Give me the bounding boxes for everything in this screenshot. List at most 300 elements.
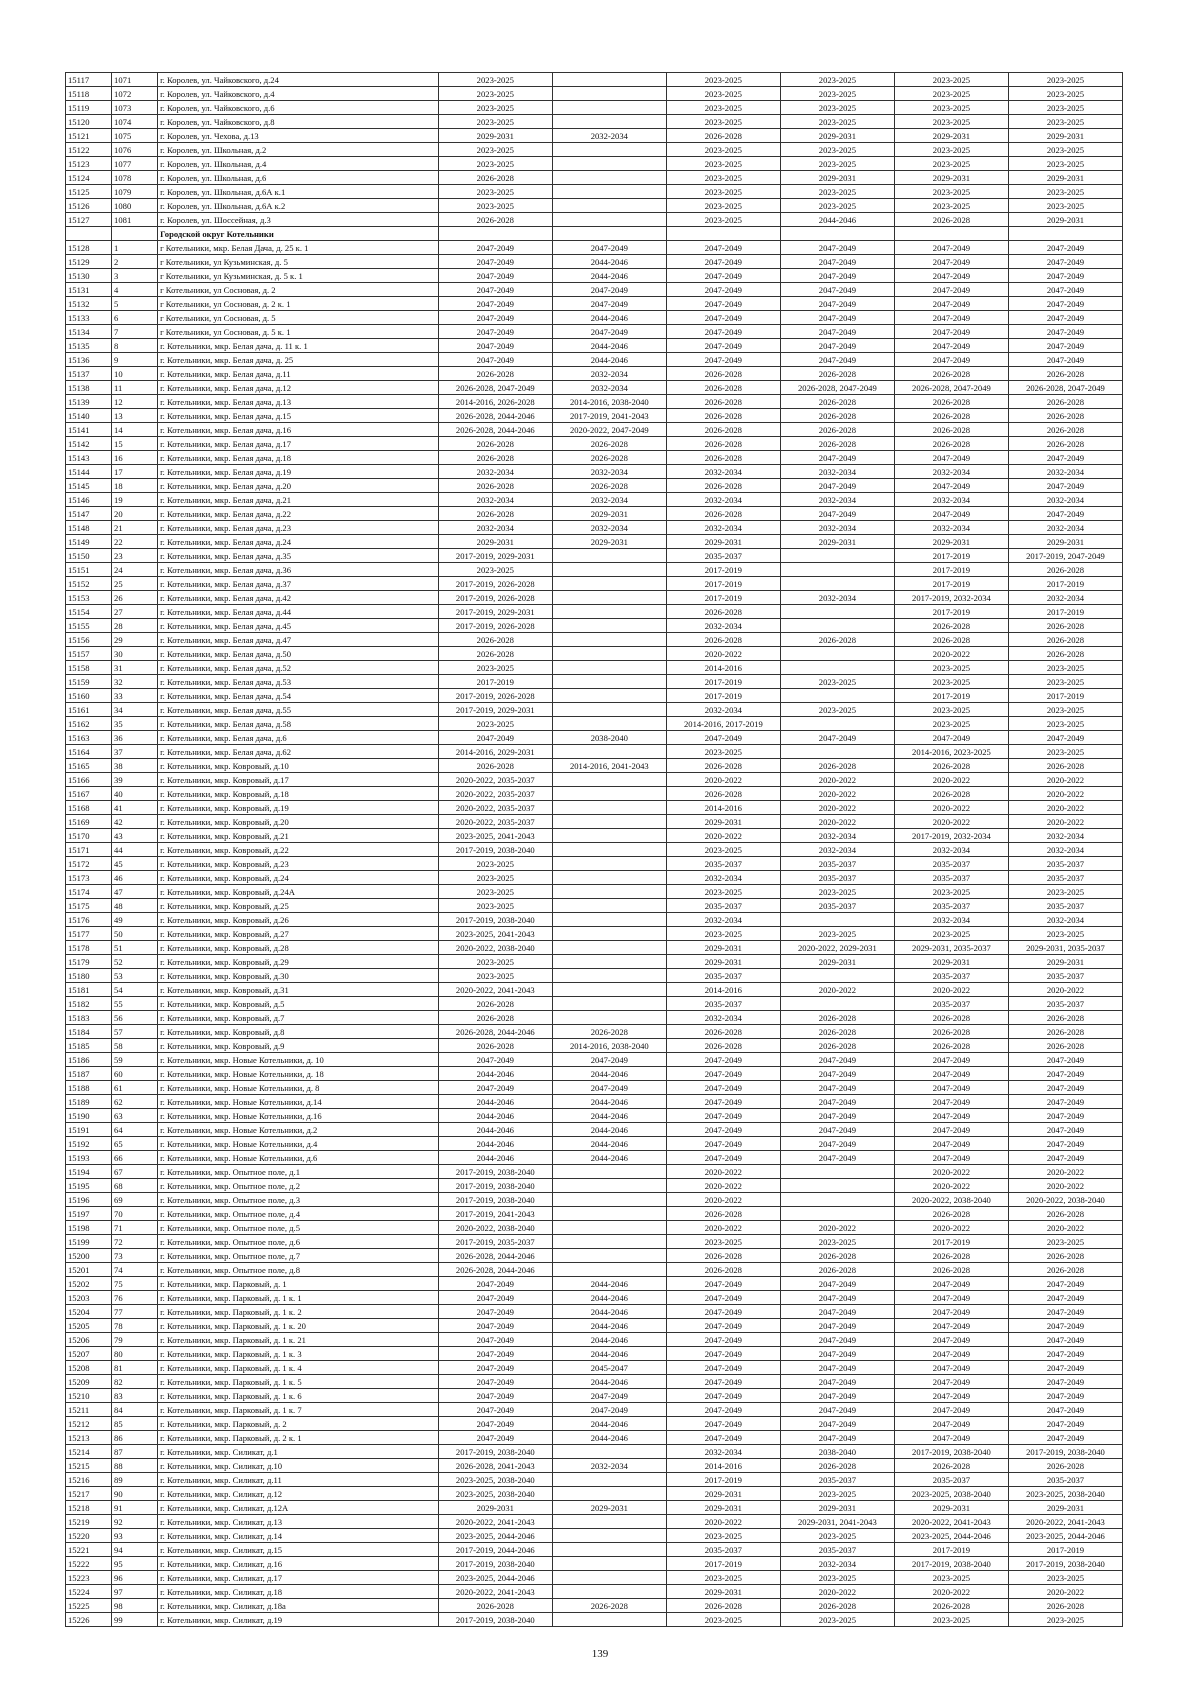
cell-row-number: 15219 [66,1515,112,1529]
cell-address: г. Котельники, мкр. Белая дача, д.53 [158,675,439,689]
cell-address: г. Котельники, мкр. Опытное поле, д.1 [158,1165,439,1179]
cell-house-number: 81 [112,1361,158,1375]
cell-row-number: 15197 [66,1207,112,1221]
cell-period-3: 2047-2049 [666,1319,780,1333]
cell-house-number: 71 [112,1221,158,1235]
cell-row-number: 15150 [66,549,112,563]
cell-period-4: 2047-2049 [780,1109,894,1123]
table-row [66,493,1123,507]
cell-period-6: 2047-2049 [1008,297,1122,311]
cell-period-2: 2047-2049 [552,325,666,339]
cell-period-2: 2032-2034 [552,493,666,507]
cell-period-6: 2047-2049 [1008,1361,1122,1375]
cell-period-1: 2047-2049 [438,1305,552,1319]
cell-address: г. Котельники, мкр. Ковровый, д.24А [158,885,439,899]
cell-address: г. Котельники, мкр. Белая дача, д.16 [158,423,439,437]
cell-period-2: 2032-2034 [552,129,666,143]
cell-period-4: 2047-2049 [780,1361,894,1375]
cell-address: г Котельники, ул Сосновая, д. 5 к. 1 [158,325,439,339]
cell-period-3: 2047-2049 [666,1305,780,1319]
cell-period-5: 2029-2031 [894,171,1008,185]
cell-period-3: 2047-2049 [666,269,780,283]
cell-period-4: 2026-2028, 2047-2049 [780,381,894,395]
cell-period-1: 2044-2046 [438,1123,552,1137]
cell-row-number: 15207 [66,1347,112,1361]
cell-address: г. Котельники, мкр. Белая дача, д.45 [158,619,439,633]
cell-period-2: 2014-2016, 2041-2043 [552,759,666,773]
cell-house-number: 2 [112,255,158,269]
cell-row-number: 15179 [66,955,112,969]
cell-house-number: 25 [112,577,158,591]
cell-row-number: 15152 [66,577,112,591]
cell-period-5: 2029-2031 [894,535,1008,549]
cell-period-3: 2047-2049 [666,1095,780,1109]
cell-address: г. Королев, ул. Чайковского, д.4 [158,87,439,101]
cell-row-number: 15145 [66,479,112,493]
cell-period-6: 2023-2025 [1008,717,1122,731]
cell-period-1: 2017-2019 [438,675,552,689]
cell-period-5: 2023-2025 [894,73,1008,87]
cell-period-1: 2017-2019, 2026-2028 [438,591,552,605]
cell-period-1: 2023-2025 [438,871,552,885]
cell-row-number: 15172 [66,857,112,871]
cell-address: г. Котельники, мкр. Опытное поле, д.2 [158,1179,439,1193]
cell-row-number: 15133 [66,311,112,325]
table-row [66,1375,1123,1389]
cell-house-number: 28 [112,619,158,633]
cell-period-2 [552,745,666,759]
cell-period-3: 2026-2028 [666,605,780,619]
cell-period-1: 2026-2028 [438,633,552,647]
cell-row-number: 15119 [66,101,112,115]
table-row [66,1151,1123,1165]
cell-period-1: 2020-2022, 2041-2043 [438,1515,552,1529]
cell-period-1: 2023-2025 [438,661,552,675]
cell-house-number: 18 [112,479,158,493]
cell-period-4: 2023-2025 [780,1529,894,1543]
cell-period-4: 2023-2025 [780,927,894,941]
cell-period-2: 2020-2022, 2047-2049 [552,423,666,437]
cell-period-6: 2023-2025, 2044-2046 [1008,1529,1122,1543]
cell-period-5: 2047-2049 [894,1053,1008,1067]
cell-period-5: 2047-2049 [894,1375,1008,1389]
table-row [66,1235,1123,1249]
cell-period-4: 2047-2049 [780,1403,894,1417]
cell-house-number: 1073 [112,101,158,115]
cell-period-4: 2047-2049 [780,1081,894,1095]
cell-period-3: 2023-2025 [666,927,780,941]
cell-address: г. Котельники, мкр. Ковровый, д.17 [158,773,439,787]
cell-period-5: 2026-2028 [894,409,1008,423]
cell-address: г. Котельники, мкр. Ковровый, д.30 [158,969,439,983]
cell-period-3: 2032-2034 [666,493,780,507]
cell-row-number: 15213 [66,1431,112,1445]
cell-address: г. Котельники, мкр. Ковровый, д.31 [158,983,439,997]
cell-period-4 [780,717,894,731]
cell-period-6: 2047-2049 [1008,255,1122,269]
cell-period-1: 2026-2028, 2044-2046 [438,409,552,423]
cell-period-5: 2047-2049 [894,1067,1008,1081]
cell-house-number: 30 [112,647,158,661]
cell-period-4: 2029-2031 [780,171,894,185]
cell-period-2: 2044-2046 [552,1347,666,1361]
table-row [66,955,1123,969]
cell-period-3: 2047-2049 [666,1067,780,1081]
cell-period-5: 2017-2019 [894,549,1008,563]
cell-period-5: 2047-2049 [894,1137,1008,1151]
cell-address: г. Котельники, мкр. Белая дача, д.19 [158,465,439,479]
cell-row-number: 15154 [66,605,112,619]
cell-period-3: 2047-2049 [666,1081,780,1095]
table-row [66,1515,1123,1529]
cell-address: г. Котельники, мкр. Парковый, д. 1 к. 4 [158,1361,439,1375]
cell-period-1: 2017-2019, 2035-2037 [438,1235,552,1249]
cell-address: г. Котельники, мкр. Ковровый, д.28 [158,941,439,955]
cell-period-6: 2047-2049 [1008,353,1122,367]
cell-period-5: 2047-2049 [894,325,1008,339]
cell-house-number: 82 [112,1375,158,1389]
cell-period-4: 2026-2028 [780,1025,894,1039]
cell-period-5: 2023-2025 [894,143,1008,157]
cell-period-5: 2047-2049 [894,451,1008,465]
table-row [66,101,1123,115]
cell-period-5: 2023-2025 [894,157,1008,171]
cell-address: г. Котельники, мкр. Силикат, д.18а [158,1599,439,1613]
cell-period-4: 2023-2025 [780,703,894,717]
cell-period-1: 2047-2049 [438,297,552,311]
cell-house-number: 1072 [112,87,158,101]
cell-address: г. Котельники, мкр. Ковровый, д.27 [158,927,439,941]
table-row [66,1179,1123,1193]
cell-address: г. Котельники, мкр. Ковровый, д.10 [158,759,439,773]
cell-row-number: 15186 [66,1053,112,1067]
cell-period-6: 2032-2034 [1008,493,1122,507]
cell-period-5: 2029-2031 [894,1501,1008,1515]
cell-period-6: 2023-2025 [1008,73,1122,87]
cell-row-number: 15181 [66,983,112,997]
cell-period-5: 2047-2049 [894,1319,1008,1333]
cell-period-3: 2047-2049 [666,1151,780,1165]
cell-house-number: 96 [112,1571,158,1585]
cell-period-3: 2035-2037 [666,1543,780,1557]
cell-address: г. Котельники, мкр. Белая дача, д.37 [158,577,439,591]
cell-house-number: 65 [112,1137,158,1151]
cell-period-6: 2047-2049 [1008,1277,1122,1291]
cell-house-number: 4 [112,283,158,297]
cell-house-number [112,227,158,241]
table-row [66,1473,1123,1487]
cell-row-number: 15125 [66,185,112,199]
cell-period-5: 2026-2028 [894,1207,1008,1221]
cell-row-number: 15180 [66,969,112,983]
cell-address: г. Котельники, мкр. Белая дача, д.36 [158,563,439,577]
table-row [66,1095,1123,1109]
table-row [66,773,1123,787]
cell-period-6: 2023-2025 [1008,185,1122,199]
cell-row-number: 15121 [66,129,112,143]
cell-house-number: 14 [112,423,158,437]
cell-period-5: 2035-2037 [894,1473,1008,1487]
cell-period-3: 2047-2049 [666,325,780,339]
cell-row-number: 15160 [66,689,112,703]
cell-period-2 [552,913,666,927]
cell-period-5: 2026-2028 [894,759,1008,773]
cell-address: г. Котельники, мкр. Новые Котельники, д. 8 [158,1081,439,1095]
cell-period-6: 2023-2025 [1008,1613,1122,1627]
cell-house-number: 93 [112,1529,158,1543]
cell-row-number: 15168 [66,801,112,815]
cell-period-3: 2020-2022 [666,1179,780,1193]
cell-row-number: 15124 [66,171,112,185]
cell-house-number: 69 [112,1193,158,1207]
cell-period-4: 2023-2025 [780,185,894,199]
cell-period-2 [552,801,666,815]
cell-house-number: 41 [112,801,158,815]
cell-period-2: 2026-2028 [552,451,666,465]
cell-row-number: 15214 [66,1445,112,1459]
table-row [66,577,1123,591]
cell-period-5: 2020-2022 [894,1221,1008,1235]
cell-row-number: 15142 [66,437,112,451]
cell-address: г. Котельники, мкр. Новые Котельники, д.14 [158,1095,439,1109]
cell-period-4 [780,619,894,633]
cell-address: г. Котельники, мкр. Опытное поле, д.8 [158,1263,439,1277]
table-row [66,1445,1123,1459]
cell-house-number: 78 [112,1319,158,1333]
cell-row-number: 15183 [66,1011,112,1025]
cell-period-2: 2044-2046 [552,1375,666,1389]
cell-period-3: 2023-2025 [666,157,780,171]
cell-period-6: 2035-2037 [1008,969,1122,983]
table-row [66,1053,1123,1067]
cell-address: г. Котельники, мкр. Белая дача, д.17 [158,437,439,451]
table-row [66,1599,1123,1613]
cell-period-5: 2023-2025 [894,185,1008,199]
cell-period-4: 2020-2022 [780,983,894,997]
cell-row-number: 15137 [66,367,112,381]
cell-house-number: 8 [112,339,158,353]
cell-house-number: 33 [112,689,158,703]
cell-period-6: 2035-2037 [1008,857,1122,871]
table-row [66,1067,1123,1081]
cell-period-5: 2047-2049 [894,1389,1008,1403]
cell-period-1: 2047-2049 [438,1431,552,1445]
cell-period-1: 2029-2031 [438,1501,552,1515]
cell-address: г. Котельники, мкр. Белая дача, д.52 [158,661,439,675]
cell-row-number: 15147 [66,507,112,521]
cell-period-5 [894,227,1008,241]
cell-period-4: 2032-2034 [780,829,894,843]
table-row [66,1585,1123,1599]
cell-period-2: 2047-2049 [552,1389,666,1403]
cell-period-5: 2023-2025 [894,661,1008,675]
cell-period-3: 2014-2016 [666,801,780,815]
table-row [66,1305,1123,1319]
cell-period-5: 2026-2028 [894,1039,1008,1053]
cell-period-2 [552,1207,666,1221]
cell-address: г Котельники, ул Сосновая, д. 2 [158,283,439,297]
cell-period-1: 2047-2049 [438,1347,552,1361]
cell-period-6: 2026-2028 [1008,759,1122,773]
cell-period-4: 2026-2028 [780,367,894,381]
cell-period-1: 2023-2025 [438,199,552,213]
cell-period-2 [552,1613,666,1627]
cell-period-6: 2047-2049 [1008,1347,1122,1361]
cell-period-4 [780,605,894,619]
cell-period-3: 2026-2028 [666,1263,780,1277]
cell-row-number: 15131 [66,283,112,297]
cell-row-number: 15136 [66,353,112,367]
cell-period-4: 2038-2040 [780,1445,894,1459]
cell-period-3: 2047-2049 [666,339,780,353]
cell-period-3: 2026-2028 [666,367,780,381]
cell-house-number: 5 [112,297,158,311]
cell-period-6: 2035-2037 [1008,1473,1122,1487]
cell-address: г. Королев, ул. Школьная, д.6А к.1 [158,185,439,199]
cell-house-number: 95 [112,1557,158,1571]
table-row [66,1011,1123,1025]
table-row [66,843,1123,857]
cell-address: г. Котельники, мкр. Белая дача, д.35 [158,549,439,563]
cell-period-1: 2023-2025 [438,101,552,115]
cell-period-2 [552,185,666,199]
table-row [66,661,1123,675]
cell-period-6: 2020-2022 [1008,1585,1122,1599]
cell-period-3: 2047-2049 [666,1123,780,1137]
cell-period-4: 2020-2022 [780,787,894,801]
cell-period-2: 2044-2046 [552,1123,666,1137]
table-row [66,1039,1123,1053]
cell-period-6: 2020-2022 [1008,773,1122,787]
cell-period-5: 2032-2034 [894,843,1008,857]
cell-period-5: 2026-2028 [894,423,1008,437]
cell-house-number: 52 [112,955,158,969]
cell-period-2 [552,1515,666,1529]
cell-period-4: 2032-2034 [780,521,894,535]
cell-period-3: 2047-2049 [666,255,780,269]
cell-address: г. Котельники, мкр. Белая дача, д.62 [158,745,439,759]
cell-row-number: 15155 [66,619,112,633]
cell-period-1: 2026-2028 [438,759,552,773]
cell-period-6: 2047-2049 [1008,1319,1122,1333]
cell-period-1: 2047-2049 [438,353,552,367]
cell-house-number: 1075 [112,129,158,143]
cell-house-number: 53 [112,969,158,983]
table-row [66,1571,1123,1585]
cell-row-number: 15156 [66,633,112,647]
cell-row-number: 15135 [66,339,112,353]
cell-house-number: 37 [112,745,158,759]
cell-row-number: 15206 [66,1333,112,1347]
cell-row-number: 15218 [66,1501,112,1515]
cell-address: г Котельники, ул Сосновая, д. 5 [158,311,439,325]
cell-period-2 [552,591,666,605]
cell-house-number: 97 [112,1585,158,1599]
cell-period-4: 2047-2049 [780,507,894,521]
table-row [66,353,1123,367]
cell-period-5: 2017-2019 [894,563,1008,577]
table-row [66,1613,1123,1627]
cell-address: г. Котельники, мкр. Ковровый, д.20 [158,815,439,829]
table-row [66,311,1123,325]
cell-house-number: 1080 [112,199,158,213]
table-row [66,143,1123,157]
cell-period-1: 2023-2025 [438,885,552,899]
cell-house-number: 1079 [112,185,158,199]
cell-period-3: 2047-2049 [666,1375,780,1389]
cell-house-number: 70 [112,1207,158,1221]
cell-period-2: 2032-2034 [552,367,666,381]
cell-period-3: 2017-2019 [666,591,780,605]
cell-period-6: 2029-2031 [1008,955,1122,969]
cell-address: г. Котельники, мкр. Белая дача, д.54 [158,689,439,703]
cell-address: г. Котельники, мкр. Ковровый, д.22 [158,843,439,857]
cell-period-6: 2017-2019, 2047-2049 [1008,549,1122,563]
cell-period-2: 2044-2046 [552,1137,666,1151]
cell-period-6: 2017-2019 [1008,577,1122,591]
table-row [66,409,1123,423]
cell-row-number: 15158 [66,661,112,675]
cell-period-4: 2047-2049 [780,1347,894,1361]
cell-period-2 [552,633,666,647]
cell-period-2 [552,563,666,577]
cell-period-6: 2035-2037 [1008,871,1122,885]
table-row [66,1557,1123,1571]
cell-period-4: 2047-2049 [780,1053,894,1067]
cell-period-3: 2032-2034 [666,1445,780,1459]
cell-period-5: 2047-2049 [894,1151,1008,1165]
table-row [66,115,1123,129]
cell-period-4: 2020-2022 [780,1221,894,1235]
cell-period-3 [666,227,780,241]
cell-period-4: 2023-2025 [780,157,894,171]
cell-period-5: 2026-2028 [894,619,1008,633]
cell-period-2 [552,955,666,969]
cell-period-2 [552,101,666,115]
cell-period-6: 2047-2049 [1008,507,1122,521]
cell-address: г Котельники, мкр. Белая Дача, д. 25 к. 1 [158,241,439,255]
cell-period-1: 2020-2022, 2038-2040 [438,941,552,955]
cell-address: г. Котельники, мкр. Силикат, д.10 [158,1459,439,1473]
cell-period-2 [552,717,666,731]
table-row [66,801,1123,815]
cell-address: г Котельники, ул Кузьминская, д. 5 к. 1 [158,269,439,283]
cell-period-4: 2035-2037 [780,899,894,913]
cell-house-number: 1074 [112,115,158,129]
cell-period-5: 2047-2049 [894,255,1008,269]
table-row [66,829,1123,843]
cell-row-number: 15174 [66,885,112,899]
table-row [66,1347,1123,1361]
cell-period-4: 2047-2049 [780,1431,894,1445]
cell-period-3: 2026-2028 [666,759,780,773]
cell-period-1: 2017-2019, 2038-2040 [438,843,552,857]
cell-period-3: 2023-2025 [666,1529,780,1543]
cell-period-3: 2032-2034 [666,703,780,717]
cell-period-2: 2014-2016, 2038-2040 [552,395,666,409]
cell-period-6: 2026-2028 [1008,367,1122,381]
table-row [66,1025,1123,1039]
cell-period-2 [552,857,666,871]
cell-period-1: 2017-2019, 2038-2040 [438,1165,552,1179]
cell-period-3: 2026-2028 [666,129,780,143]
cell-house-number: 91 [112,1501,158,1515]
cell-house-number: 29 [112,633,158,647]
table-row [66,1277,1123,1291]
cell-period-2: 2029-2031 [552,535,666,549]
cell-address: г. Котельники, мкр. Ковровый, д.9 [158,1039,439,1053]
cell-address: г. Котельники, мкр. Силикат, д.19 [158,1613,439,1627]
